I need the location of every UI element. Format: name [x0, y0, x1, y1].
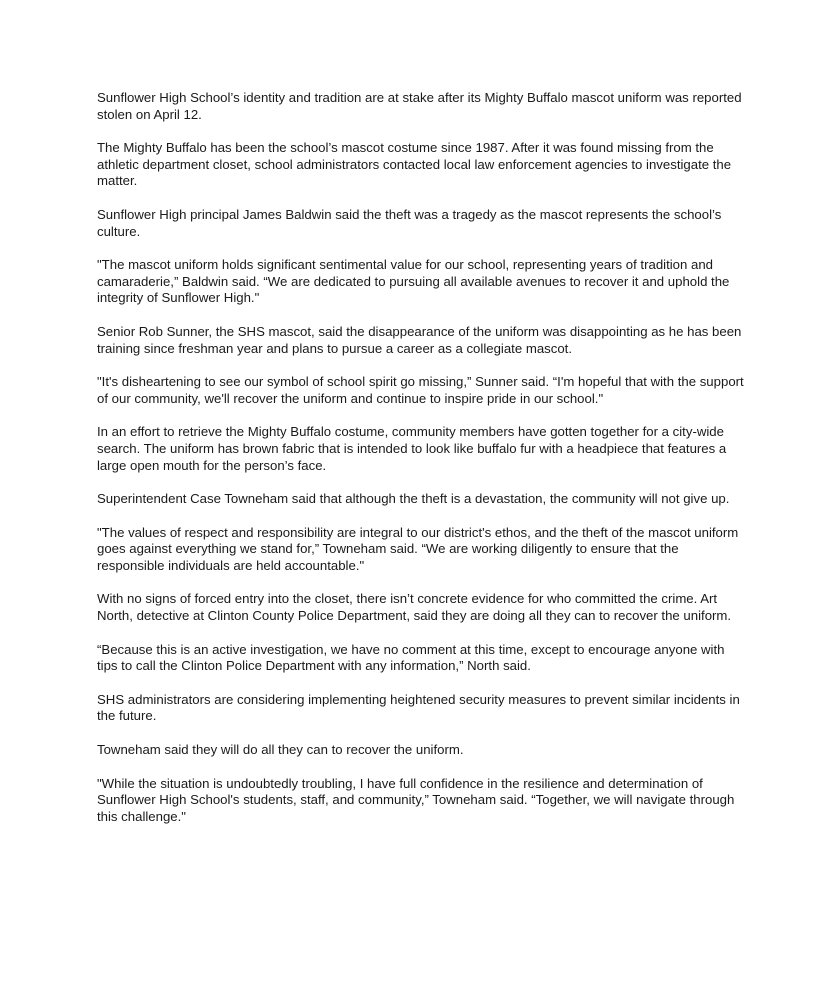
paragraph: In an effort to retrieve the Mighty Buffalo costume, community members have gotten together for a city-wide search. The uniform has brown fabric that is intended to look like buffalo fur with a headpiece that features a large open mouth for the person’s face. [97, 424, 727, 473]
paragraph: The Mighty Buffalo has been the school’s mascot costume since 1987. After it was found missing from the athletic department closet, school administrators contacted local law enforcement agencies to investigate the matter. [97, 140, 732, 189]
paragraph: Towneham said they will do all they can to recover the uniform. [97, 742, 464, 758]
paragraph: "The mascot uniform holds significant sentimental value for our school, representing years of tradition and camaraderie,” Baldwin said. “We are dedicated to pursuing all available avenues to recover it and uphold the integrity of Sunflower High." [97, 257, 730, 306]
paragraph: Senior Rob Sunner, the SHS mascot, said the disappearance of the uniform was disappointing as he has been training since freshman year and plans to pursue a career as a collegiate mascot. [97, 323, 742, 356]
paragraph: With no signs of forced entry into the closet, there isn’t concrete evidence for who committed the crime. Art North, detective at Clinton County Police Department, said they are doing all they can to recover the uniform. [97, 591, 732, 624]
paragraph: SHS administrators are considering implementing heightened security measures to prevent similar incidents in the future. [97, 691, 740, 724]
paragraph: “Because this is an active investigation, we have no comment at this time, except to encourage anyone with tips to call the Clinton Police Department with any information,” North said. [97, 641, 725, 674]
paragraph: Sunflower High principal James Baldwin said the theft was a tragedy as the mascot represents the school’s culture. [97, 206, 722, 239]
article-body [97, 90, 747, 842]
paragraph: Sunflower High School’s identity and tradition are at stake after its Mighty Buffalo mascot uniform was reported stolen on April 12. [97, 90, 742, 122]
paragraph: "While the situation is undoubtedly troubling, I have full confidence in the resilience and determination of Sunflower High School's students, staff, and community,” Towneham said. “Together, we will navigate through this challenge." [97, 775, 735, 824]
paragraph: Superintendent Case Towneham said that although the theft is a devastation, the community will not give up. [97, 491, 730, 507]
paragraph: "The values of respect and responsibility are integral to our district's ethos, and the theft of the mascot uniform goes against everything we stand for,” Towneham said. “We are working diligently to ensure that the responsible individuals are held accountable." [97, 524, 739, 573]
paragraph: "It's disheartening to see our symbol of school spirit go missing,” Sunner said. “I'm hopeful that with the support of our community, we'll recover the uniform and continue to inspire pride in our school." [97, 374, 744, 406]
